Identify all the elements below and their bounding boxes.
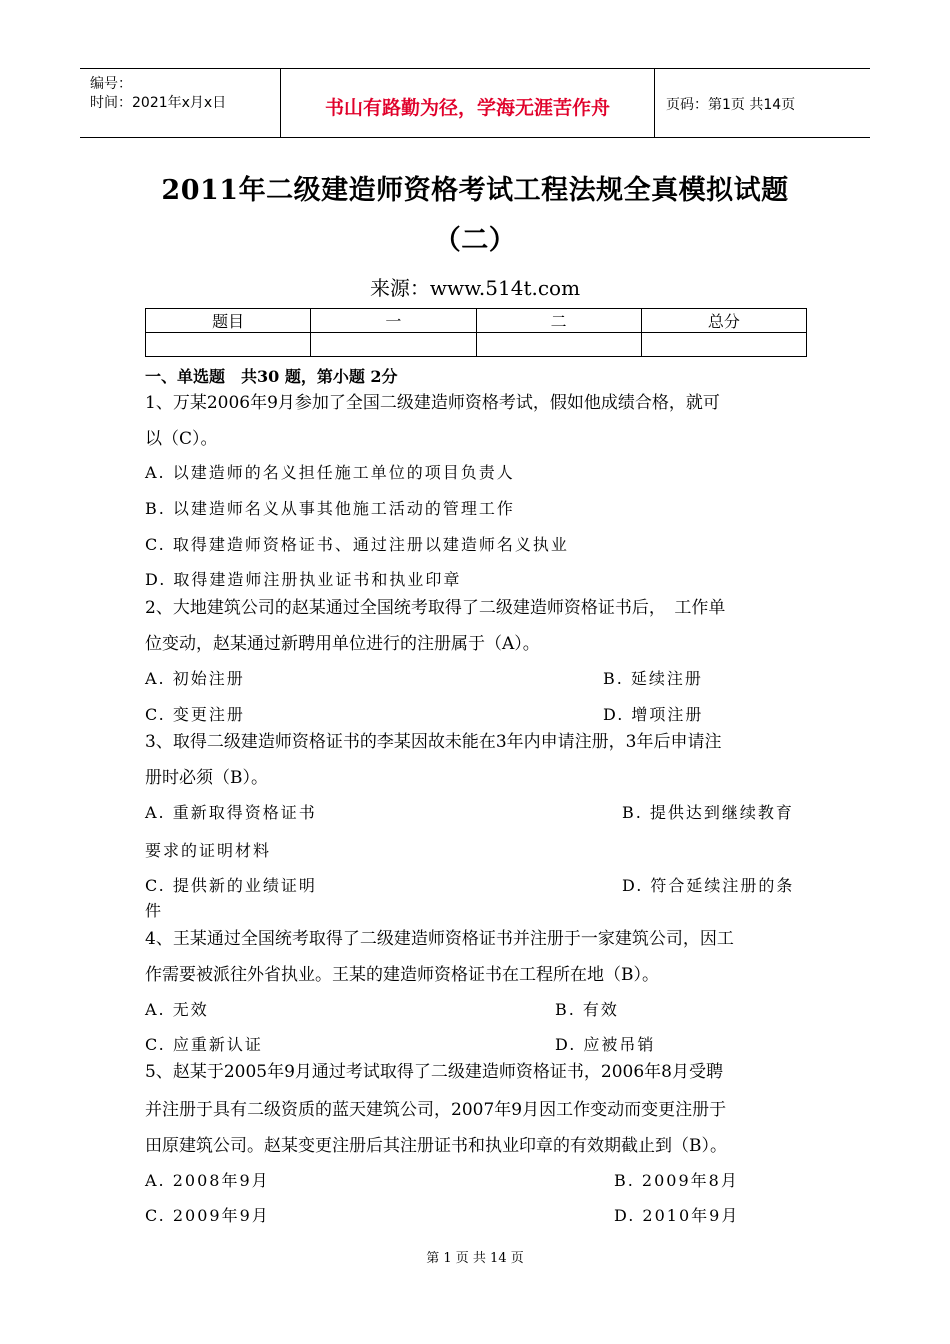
question-3-line-2: 册时必须（B）。 [145,768,268,788]
question-5-option-a: A. 2008年9月 [145,1171,270,1190]
question-1-line-1: 1、万某2006年9月参加了全国二级建造师资格考试，假如他成绩合格，就可 [145,393,720,413]
question-5-line-1: 5、赵某于2005年9月通过考试取得了二级建造师资格证书，2006年8月受聘 [145,1062,723,1082]
question-4-option-d: D. 应被吊销 [555,1035,656,1054]
question-2-option-c: C. 变更注册 [145,705,245,724]
page-subtitle: （二） [433,225,517,256]
score-header-cell: 题目 [146,309,311,333]
score-value-cell [146,333,311,357]
question-5-option-b: B. 2009年8月 [614,1171,739,1190]
question-5-line-3: 田原建筑公司。赵某变更注册后其注册证书和执业印章的有效期截止到（B）。 [145,1136,727,1156]
question-4-option-c: C. 应重新认证 [145,1035,263,1054]
score-value-cell [476,333,641,357]
score-header-cell: 总分 [641,309,806,333]
header-motto: 书山有路勤为径，学海无涯苦作舟 [324,97,610,119]
question-1-line-2: 以（C）。 [145,429,218,449]
question-1-option-c: C. 取得建造师资格证书、通过注册以建造师名义执业 [145,535,569,554]
question-3-line-1: 3、取得二级建造师资格证书的李某因故未能在3年内申请注册，3年后申请注 [145,732,722,752]
question-4-line-2: 作需要被派往外省执业。王某的建造师资格证书在工程所在地（B）。 [145,965,659,985]
document-number-label: 编号： [90,76,132,92]
question-3-option-d: D. 符合延续注册的条 [622,876,795,895]
question-4-option-b: B. 有效 [555,1000,619,1019]
score-table [145,308,807,357]
question-2-option-b: B. 延续注册 [603,669,703,688]
question-3-option-c: C. 提供新的业绩证明 [145,876,317,895]
score-header-cell: 二 [476,309,641,333]
question-3-option-a: A. 重新取得资格证书 [145,803,317,822]
question-3-option-b-continued: 要求的证明材料 [145,841,272,860]
question-5-line-2: 并注册于具有二级资质的蓝天建筑公司，2007年9月因工作变动而变更注册于 [145,1100,727,1120]
section-heading: 一、单选题 共30 题，第小题 2分 [145,367,398,386]
header-motto-cell [280,69,655,137]
header-page-cell [654,69,870,137]
question-2-line-2: 位变动，赵某通过新聘用单位进行的注册属于（A）。 [145,634,540,654]
document-date: 时间：2021年x月x日 [90,95,227,111]
question-4-line-1: 4、王某通过全国统考取得了二级建造师资格证书并注册于一家建筑公司，因工 [145,929,734,949]
page-title: 2011年二级建造师资格考试工程法规全真模拟试题 [161,175,789,206]
score-table-header-row [146,309,807,333]
score-header-cell: 一 [311,309,476,333]
question-2-option-d: D. 增项注册 [603,705,704,724]
question-2-line-1: 2、大地建筑公司的赵某通过全国统考取得了二级建造师资格证书后， 工作单 [145,598,726,618]
question-5-option-d: D. 2010年9月 [614,1206,740,1225]
page-footer: 第 1 页 共 14 页 [426,1251,524,1266]
question-3-option-d-continued: 件 [145,901,164,920]
score-value-cell [311,333,476,357]
question-5-option-c: C. 2009年9月 [145,1206,270,1225]
score-table-value-row [146,333,807,357]
score-value-cell [641,333,806,357]
header-page-info: 页码：第1页 共14页 [666,97,796,113]
question-4-option-a: A. 无效 [145,1000,209,1019]
question-1-option-d: D. 取得建造师注册执业证书和执业印章 [145,570,462,589]
question-2-option-a: A. 初始注册 [145,669,245,688]
question-3-option-b: B. 提供达到继续教育 [622,803,794,822]
header-meta-cell [80,69,280,137]
question-1-option-b: B. 以建造师名义从事其他施工活动的管理工作 [145,499,515,518]
document-header [80,68,870,138]
question-1-option-a: A. 以建造师的名义担任施工单位的项目负责人 [145,463,515,482]
source-line: 来源：www.514t.com [369,276,581,300]
